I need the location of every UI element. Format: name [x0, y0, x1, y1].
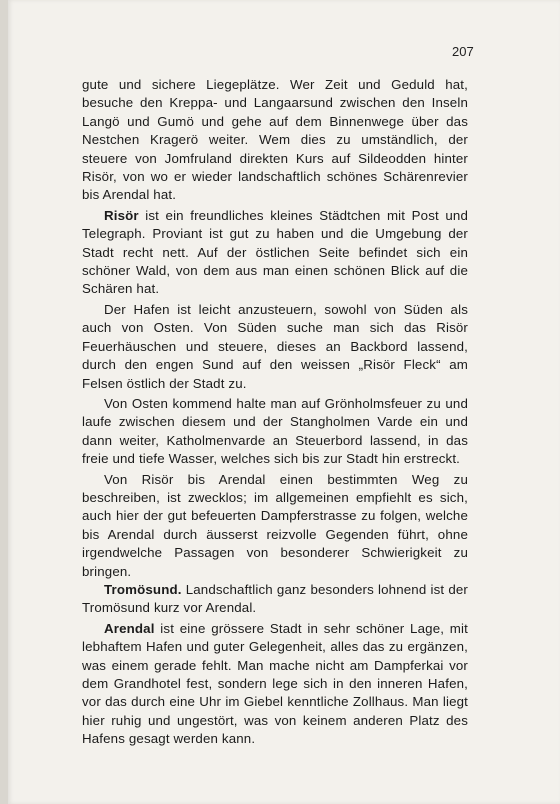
paragraph-hafen: [82, 301, 468, 393]
paragraph-osten: [82, 395, 468, 469]
paragraph-1-text: gute und sichere Liegeplätze. Wer Zeit und Geduld hat, besuche den Kreppa- und Langaarsund zwischen den Inseln Langö und Gumö und gehe auf dem Binnenwege über das Nestchen Kragerö weiter. Wem dies zu umständlich, der steuere von Jomfruland direkten Kurs auf Sildeodden hinter Risör, von wo er wieder landschaftlich schönes Schärenrevier bis Arendal hat.: [82, 77, 468, 203]
heading-risoer: Risör: [104, 207, 139, 223]
paragraph-risoer-text: ist ein freundliches kleines Städtchen mit Post und Telegraph. Proviant ist gut zu haben und die Umgebung der Stadt recht nett. Auf der östlichen Seite befindet sich ein schöner Wald, von dem aus man einen schönen Blick auf die Schären hat.: [82, 207, 468, 297]
paragraph-route: [82, 471, 468, 581]
paragraph-hafen-text: Der Hafen ist leicht anzusteuern, sowohl von Süden als auch von Osten. Von Süden suche man sich das Risör Feuerhäuschen und steuere, dieses an Backbord lassend, durch den engen Sund auf den weissen „Risör Fleck“ am Felsen östlich der Stadt zu.: [82, 301, 468, 391]
book-page: [8, 0, 560, 804]
paragraph-tromoesund-text: Landschaftlich ganz besonders lohnend ist der Tromösund kurz vor Arendal.: [82, 581, 468, 616]
heading-tromoesund: Tromösund.: [104, 581, 182, 597]
paragraph-arendal-text: ist eine grössere Stadt in sehr schöner Lage, mit lebhaftem Hafen und guter Gelegenheit, alles das zu ergänzen, was einem gerade fehlt. Man mache nicht am Dampferkai vor dem Grandhotel fest, sondern lege sich in den inneren Hafen, vor das durch eine Uhr im Giebel kenntliche Zollhaus. Man liegt hier ruhig und ungestört, was von keinem anderen Platz des Hafens gesagt werden kann.: [82, 620, 468, 747]
heading-arendal: Arendal: [104, 620, 155, 636]
page-number: 207: [452, 44, 474, 59]
paragraph-arendal: [82, 620, 468, 749]
paragraph-tromoesund: [82, 581, 468, 618]
body-text: [82, 76, 468, 749]
paragraph-risoer: [82, 207, 468, 299]
paragraph-route-text: Von Risör bis Arendal einen bestimmten Weg zu beschreiben, ist zwecklos; im allgemeinen empfiehlt es sich, auch hier der gut befeuerten Dampferstrasse zu folgen, welche bis Arendal durch äusserst reizvolle Gegenden führt, ohne irgendwelche Passagen von besonderer Schwierigkeit zu bringen.: [82, 471, 468, 579]
paragraph-osten-text: Von Osten kommend halte man auf Grönholmsfeuer zu und laufe zwischen diesem und der Stangholmen Varde ein und dann weiter, Katholmenvarde an Steuerbord lassend, in das freie und tiefe Wasser, welches sich bis zur Stadt hin erstreckt.: [82, 395, 468, 467]
paragraph-1: [82, 76, 468, 205]
